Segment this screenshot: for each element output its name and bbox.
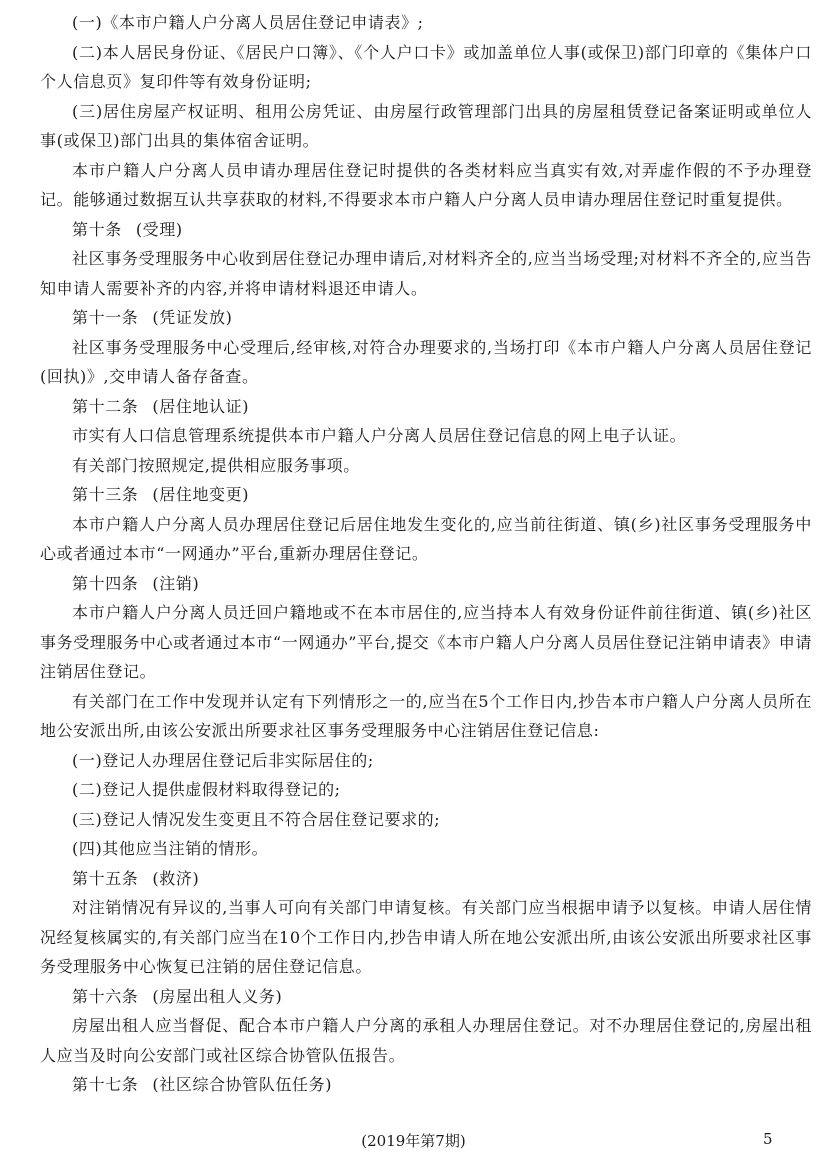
body-paragraph: 有关部门在工作中发现并认定有下列情形之一的,应当在5个工作日内,抄告本市户籍人户分离人员所在地公安派出所,由该公安派出所要求社区事务受理服务中心注销居住登记信息:: [40, 691, 812, 740]
article-heading: [40, 1070, 812, 1100]
article-title: (居住地认证): [152, 396, 250, 416]
article-heading: [40, 982, 812, 1012]
article-number: 第十二条: [72, 396, 139, 416]
body-paragraph: (四)其他应当注销的情形。: [72, 839, 269, 858]
body-paragraph: (一)《本市户籍人户分离人员居住登记申请表》;: [72, 13, 424, 32]
body-paragraph: (二)登记人提供虚假材料取得登记的;: [72, 780, 341, 799]
article-heading: [40, 480, 812, 510]
article-title: (社区综合协管队伍任务): [152, 1075, 333, 1094]
body-paragraph: 社区事务受理服务中心收到居住登记办理申请后,对材料齐全的,应当当场受理;对材料不齐全的,应当告知申请人需要补齐的内容,并将申请材料退还申请人。: [40, 249, 812, 298]
article-number: 第十一条: [72, 308, 139, 327]
article-title: (房屋出租人义务): [152, 986, 283, 1006]
page-footer: [0, 1130, 827, 1154]
body-paragraph: 对注销情况有异议的,当事人可向有关部门申请复核。有关部门应当根据申请予以复核。申请人居住情况经复核属实的,有关部门应当在10个工作日内,抄告申请人所在地公安派出所,由该公安派出所要求社区事务受理服务中心恢复已注销的居住登记信息。: [40, 898, 812, 976]
article-heading: [40, 392, 812, 422]
article-title: (受理): [135, 219, 183, 239]
body-paragraph: 房屋出租人应当督促、配合本市户籍人户分离的承租人办理居住登记。对不办理居住登记的,房屋出租人应当及时向公安部门或社区综合协管队伍报告。: [40, 1016, 812, 1065]
article-number: 第十条: [72, 219, 122, 239]
body-paragraph: (二)本人居民身份证、《居民户口簿》、《个人户口卡》或加盖单位人事(或保卫)部门印章的《集体户口个人信息页》复印件等有效身份证明;: [40, 42, 812, 91]
article-title: (注销): [152, 573, 200, 593]
article-number: 第十三条: [72, 485, 139, 504]
document-body: [40, 8, 812, 1100]
article-title: (居住地变更): [152, 485, 250, 504]
article-title: (凭证发放): [152, 308, 233, 327]
body-paragraph: (一)登记人办理居住登记后非实际居住的;: [72, 750, 374, 770]
article-number: 第十五条: [72, 868, 139, 888]
body-paragraph: 市实有人口信息管理系统提供本市户籍人户分离人员居住登记信息的网上电子认证。: [72, 426, 687, 445]
article-number: 第十六条: [72, 986, 139, 1006]
article-number: 第十七条: [72, 1075, 139, 1094]
article-heading: [40, 569, 812, 599]
page-number: 5: [763, 1130, 773, 1148]
body-paragraph: 本市户籍人户分离人员迁回户籍地或不在本市居住的,应当持本人有效身份证件前往街道、镇(乡)社区事务受理服务中心或者通过本市“一网通办”平台,提交《本市户籍人户分离人员居住登记注销申请表》申请注销居住登记。: [40, 603, 812, 681]
issue-label: (2019年第7期): [361, 1132, 466, 1150]
body-paragraph: (三)居住房屋产权证明、租用公房凭证、由房屋行政管理部门出具的房屋租赁登记备案证明或单位人事(或保卫)部门出具的集体宿舍证明。: [40, 101, 812, 150]
body-paragraph: 社区事务受理服务中心受理后,经审核,对符合办理要求的,当场打印《本市户籍人户分离人员居住登记(回执)》,交申请人备存备查。: [40, 337, 812, 386]
body-paragraph: 本市户籍人户分离人员申请办理居住登记时提供的各类材料应当真实有效,对弄虚作假的不予办理登记。能够通过数据互认共享获取的材料,不得要求本市户籍人户分离人员申请办理居住登记时重复提供。: [40, 160, 812, 209]
body-paragraph: (三)登记人情况发生变更且不符合居住登记要求的;: [72, 809, 441, 829]
body-paragraph: 有关部门按照规定,提供相应服务事项。: [72, 455, 360, 475]
article-title: (救济): [152, 868, 200, 888]
article-heading: [40, 303, 812, 333]
article-heading: [40, 215, 812, 245]
article-number: 第十四条: [72, 573, 139, 593]
body-paragraph: 本市户籍人户分离人员办理居住登记后居住地发生变化的,应当前往街道、镇(乡)社区事务受理服务中心或者通过本市“一网通办”平台,重新办理居住登记。: [40, 514, 812, 563]
article-heading: [40, 864, 812, 894]
